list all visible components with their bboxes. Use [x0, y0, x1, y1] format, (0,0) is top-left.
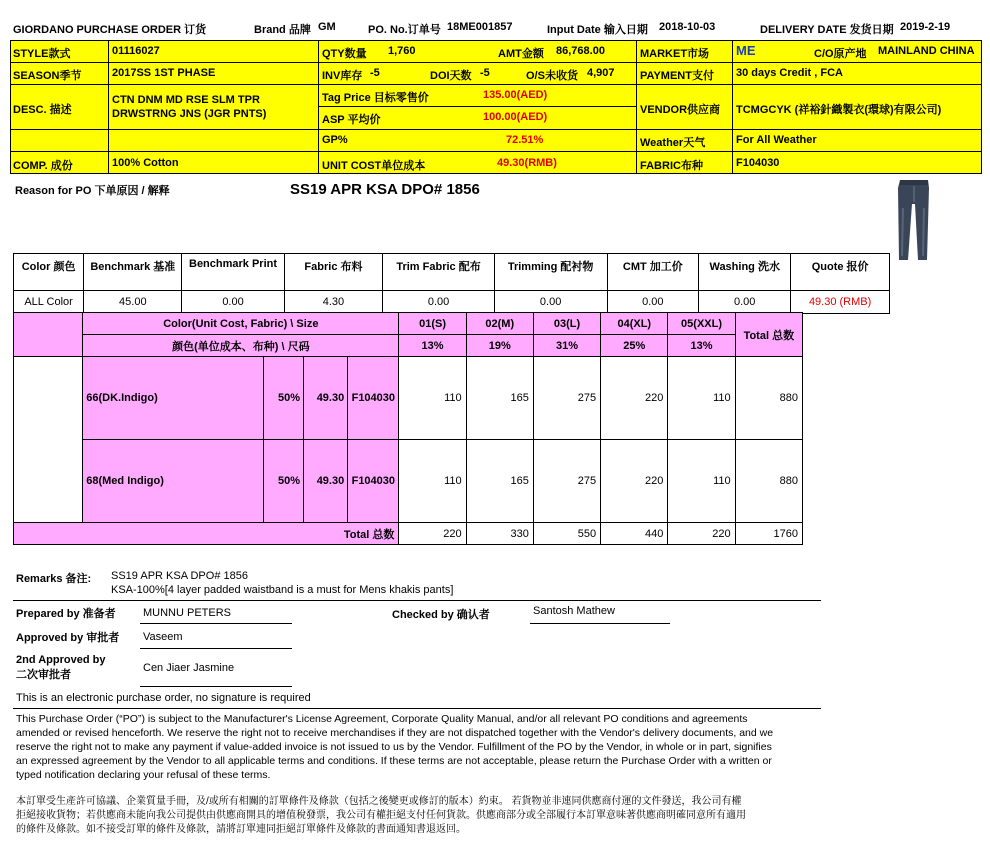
size-name: 03(L) — [533, 313, 600, 335]
comp-label: COMP. 成份 — [13, 160, 73, 172]
origin-label: C/O原产地 — [814, 48, 867, 60]
remarks-label: Remarks 备注: — [16, 573, 92, 585]
qty-cell: 110 — [668, 440, 735, 523]
gp-value: 72.51% — [506, 134, 544, 146]
size-pct: 13% — [399, 335, 466, 357]
style-value: 01116027 — [112, 45, 160, 57]
bench-header-benchmark-print: Benchmark Print — [182, 254, 284, 291]
grand-total: 1760 — [735, 523, 802, 545]
size-name: 05(XXL) — [668, 313, 735, 335]
terms-zh-line: 拒絕接收貨物；若供應商未能向我公司提供由供應商開具的增值稅發票，我公司有權拒絕支付任何貨款。供應商部分或全部履行本訂單意味著供應商明確同意所有適用 — [16, 810, 746, 821]
size-pct: 25% — [601, 335, 668, 357]
approved-value: Vaseem — [143, 631, 183, 643]
inv-label: INV库存 — [322, 70, 363, 82]
checked-value: Santosh Mathew — [533, 605, 615, 617]
bench-header-fabric: Fabric 布料 — [284, 254, 383, 291]
bench-cell: 0.00 — [607, 291, 699, 314]
unit-cost-label: UNIT COST单位成本 — [322, 160, 426, 172]
bench-cell: 0.00 — [494, 291, 607, 314]
terms-en-line: an expressed agreement by the Vendor to all applicable terms and conditions. If these terms are not acceptable, please return the Purchase Order with a written or — [16, 755, 772, 767]
qty-cell: 110 — [668, 357, 735, 440]
approved2-label: 2nd Approved by — [16, 654, 106, 666]
color-cost: 49.30 — [304, 357, 348, 440]
terms-en-line: This Purchase Order (“PO”) is subject to the Manufacturer's License Agreement, Corporate Quality Manual, and/or all relevant PO conditions and agreements — [16, 713, 748, 725]
season-label: SEASON季节 — [13, 70, 82, 82]
terms-en-line: reserve the right not to make any payment if value-added invoice is not issued to us by the Vendor. Fulfillment of the PO by the Vendor, in whole or in part, signifies — [16, 741, 772, 753]
bench-header-quote: Quote 报价 — [791, 254, 890, 291]
size-table — [13, 312, 803, 545]
reason-label: Reason for PO 下单原因 / 解释 — [15, 185, 170, 197]
qty-cell: 275 — [533, 357, 600, 440]
terms-en-line: typed notification declaring your refusal of these terms. — [16, 769, 271, 781]
color-cost: 49.30 — [304, 440, 348, 523]
gp-label: GP% — [322, 134, 348, 146]
desc-label: DESC. 描述 — [13, 104, 72, 116]
divider — [13, 708, 821, 709]
prepared-label: Prepared by 准备者 — [16, 608, 116, 620]
tag-price-label: Tag Price 目标零售价 — [322, 92, 429, 104]
qty-cell: 220 — [601, 357, 668, 440]
size-pct: 13% — [668, 335, 735, 357]
qty-label: QTY数量 — [322, 48, 367, 60]
vendor-value: TCMGCYK (祥裕針織製衣(環球)有限公司) — [736, 104, 942, 116]
qty-cell: 165 — [466, 357, 533, 440]
color-name: 68(Med Indigo) — [83, 440, 264, 523]
inv-value: -5 — [370, 67, 380, 79]
amt-value: 86,768.00 — [556, 45, 605, 57]
total-header: Total 总数 — [735, 313, 802, 357]
checked-label: Checked by 确认者 — [392, 609, 490, 621]
size-name: 04(XL) — [601, 313, 668, 335]
terms-en — [16, 712, 773, 782]
row-total: 880 — [735, 440, 802, 523]
size-header-line1: Color(Unit Cost, Fabric) \ Size — [83, 313, 399, 335]
prepared-value: MUNNU PETERS — [143, 607, 232, 619]
total-cell: 220 — [668, 523, 735, 545]
approved-label: Approved by 审批者 — [16, 632, 120, 644]
totals-label: Total 总数 — [14, 523, 399, 545]
total-cell: 330 — [466, 523, 533, 545]
color-name: 66(DK.Indigo) — [83, 357, 264, 440]
amt-label: AMT金额 — [498, 48, 544, 60]
os-label: O/S未收货 — [526, 70, 578, 82]
terms-zh — [16, 795, 746, 837]
size-name: 01(S) — [399, 313, 466, 335]
size-name: 02(M) — [466, 313, 533, 335]
tag-price-value: 135.00(AED) — [483, 89, 548, 101]
asp-label: ASP 平均价 — [322, 114, 381, 126]
table-row — [14, 357, 803, 440]
payment-value: 30 days Credit , FCA — [736, 67, 843, 79]
terms-en-line: amended or revised henceforth. We reserve the right not to receive merchandises if they are not dispatched together with the Vendor's delivery documents, and we — [16, 727, 774, 739]
doi-label: DOI天数 — [430, 70, 472, 82]
approved2-value: Cen Jiaer Jasmine — [143, 662, 235, 674]
bench-cell: ALL Color — [14, 291, 84, 314]
bench-header-washing: Washing 洗水 — [699, 254, 791, 291]
bench-header-benchmark: Benchmark 基准 — [84, 254, 182, 291]
delivery-date-label: DELIVERY DATE 发货日期 — [760, 24, 894, 36]
qty-cell: 220 — [601, 440, 668, 523]
remarks-line1: SS19 APR KSA DPO# 1856 — [111, 570, 248, 582]
po-number-value: 18ME001857 — [447, 21, 513, 33]
reason-value: SS19 APR KSA DPO# 1856 — [290, 181, 480, 198]
payment-label: PAYMENT支付 — [640, 70, 714, 82]
season-value: 2017SS 1ST PHASE — [112, 67, 216, 79]
vendor-label: VENDOR供应商 — [640, 104, 721, 116]
po-title: GIORDANO PURCHASE ORDER 订货 — [13, 24, 207, 36]
input-date-value: 2018-10-03 — [659, 21, 716, 33]
bench-header-cmt: CMT 加工价 — [607, 254, 699, 291]
bench-cell: 45.00 — [84, 291, 182, 314]
terms-zh-line: 本訂單受生產許可協議、企業質量手冊，及/或所有相關的訂單條件及條款（包括之後變更或修訂的版本）約束。 若貨物並非連同供應商付運的文件發送，我公司有權 — [16, 796, 742, 807]
size-header-line2: 颜色(单位成本、布种) \ 尺码 — [83, 335, 399, 357]
qty-cell: 275 — [533, 440, 600, 523]
totals-row — [14, 523, 803, 545]
bench-cell: 0.00 — [699, 291, 791, 314]
comp-value: 100% Cotton — [112, 157, 179, 169]
color-pct: 50% — [263, 357, 303, 440]
os-value: 4,907 — [587, 67, 615, 79]
bench-quote-cell: 49.30 (RMB) — [791, 291, 890, 314]
weather-value: For All Weather — [736, 134, 817, 146]
qty-cell: 110 — [399, 357, 466, 440]
approved2-label-zh: 二次审批者 — [16, 669, 71, 681]
terms-zh-line: 的條件及條款。如不接受訂單的條件及條款，請將訂單連同拒絕訂單條件及條款的書面通知書退返回。 — [16, 824, 466, 835]
remarks-line2: KSA-100%[4 layer padded waistband is a must for Mens khakis pants] — [111, 584, 454, 596]
bench-header-color: Color 颜色 — [14, 254, 84, 291]
row-blank — [14, 357, 83, 523]
total-cell: 220 — [399, 523, 466, 545]
total-cell: 550 — [533, 523, 600, 545]
style-label: STYLE款式 — [13, 48, 71, 60]
electronic-note: This is an electronic purchase order, no signature is required — [16, 692, 311, 704]
delivery-date-value: 2019-2-19 — [900, 21, 951, 33]
weather-label: Weather天气 — [640, 137, 706, 149]
size-header-blank — [14, 313, 83, 357]
bench-header-trimming: Trimming 配衬物 — [494, 254, 607, 291]
color-fabric: F104030 — [348, 357, 399, 440]
row-total: 880 — [735, 357, 802, 440]
bench-cell: 0.00 — [182, 291, 284, 314]
market-value: ME — [736, 43, 756, 58]
bench-cell: 4.30 — [284, 291, 383, 314]
qty-cell: 110 — [399, 440, 466, 523]
market-label: MARKET市场 — [640, 48, 710, 60]
qty-cell: 165 — [466, 440, 533, 523]
desc-line2: DRWSTRNG JNS (JGR PNTS) — [112, 108, 267, 120]
benchmark-table — [13, 253, 890, 314]
unit-cost-value: 49.30(RMB) — [497, 157, 557, 169]
size-pct: 31% — [533, 335, 600, 357]
po-number-label: PO. No.订单号 — [368, 24, 441, 36]
qty-value: 1,760 — [388, 45, 416, 57]
color-pct: 50% — [263, 440, 303, 523]
fabric-value: F104030 — [736, 157, 780, 169]
bench-header-trim-fabric: Trim Fabric 配布 — [383, 254, 494, 291]
asp-value: 100.00(AED) — [483, 111, 548, 123]
brand-label: Brand 品牌 — [254, 24, 311, 36]
color-fabric: F104030 — [348, 440, 399, 523]
origin-value: MAINLAND CHINA — [878, 45, 975, 57]
jeans-product-image — [894, 178, 934, 262]
fabric-label: FABRIC布种 — [640, 160, 703, 172]
bench-cell: 0.00 — [383, 291, 494, 314]
brand-value: GM — [318, 21, 336, 33]
table-row — [14, 440, 803, 523]
input-date-label: Input Date 输入日期 — [547, 24, 648, 36]
total-cell: 440 — [601, 523, 668, 545]
size-pct: 19% — [466, 335, 533, 357]
divider — [13, 600, 821, 601]
desc-line1: CTN DNM MD RSE SLM TPR — [112, 94, 260, 106]
doi-value: -5 — [480, 67, 490, 79]
